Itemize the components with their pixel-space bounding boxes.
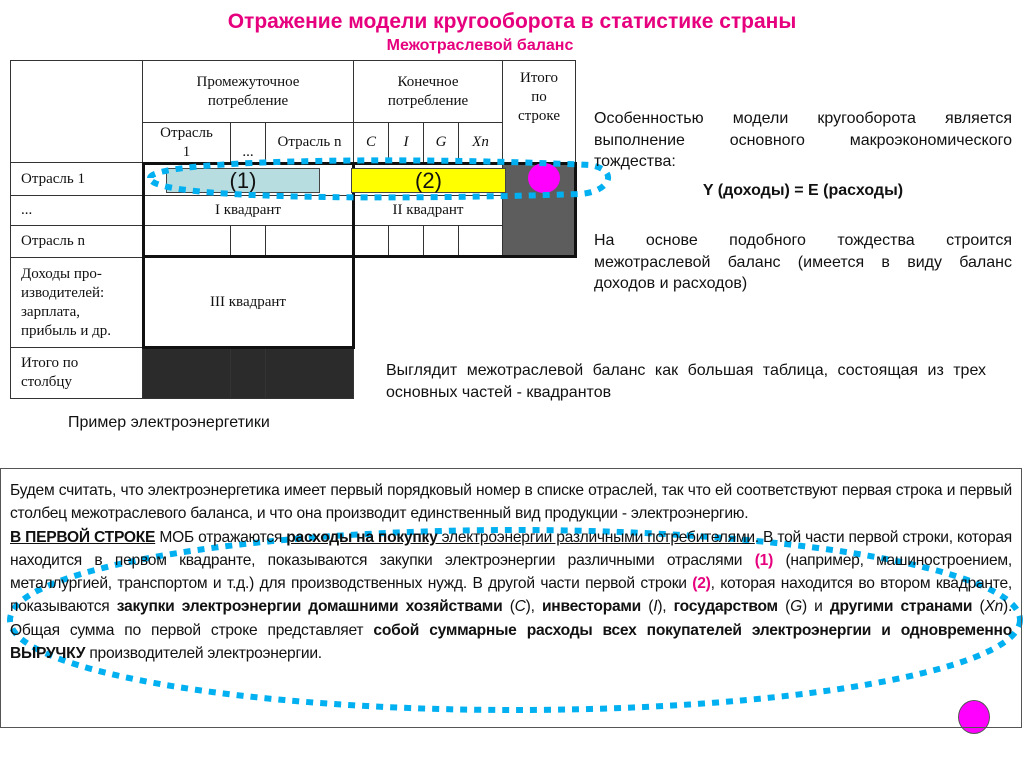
header-total-row: Итого по строке bbox=[502, 60, 576, 163]
text-segment: собой суммарные расходы всех покупателей электроэнергии и одновременно bbox=[373, 621, 1013, 639]
text-segment: государством bbox=[673, 598, 778, 616]
explanation-paragraph-1: Будем считать, что электроэнергетика имеет первый порядковый номер в списке отраслей, так что ей соответствуют первая строка и первый столбец межотраслевого баланса, и что она производит единственный вид продукции - электроэнергию. bbox=[10, 482, 1012, 523]
page-subtitle: Межотраслевой баланс bbox=[386, 37, 574, 54]
text-segment: электроэнергии различными потребителями bbox=[437, 528, 755, 546]
col-dots: ... bbox=[230, 122, 266, 163]
row-branch-1: Отрасль 1 bbox=[10, 162, 143, 196]
header-final: Конечное потребление bbox=[353, 60, 503, 123]
example-caption: Пример электроэнергетики bbox=[68, 414, 270, 431]
row-income: Доходы про-изводителей: зарплата, прибыль и др. bbox=[10, 257, 143, 348]
highlight-1: (1) bbox=[166, 168, 320, 193]
row-total-col: Итого по столбцу bbox=[10, 347, 143, 399]
text-segment: производителей электроэнергии. bbox=[85, 645, 322, 663]
quadrant-2-label: II квадрант bbox=[353, 195, 503, 226]
text-segment: C bbox=[514, 598, 526, 616]
text-segment: ), bbox=[657, 598, 674, 616]
page-title: Отражение модели кругооборота в статистике страны bbox=[227, 10, 797, 33]
text-segment: (2) bbox=[692, 575, 711, 593]
text-segment: ) и bbox=[801, 598, 830, 616]
text-segment: I bbox=[653, 598, 658, 616]
col-xn: Xn bbox=[458, 122, 503, 163]
text-segment: ), bbox=[525, 598, 542, 616]
col-i: I bbox=[388, 122, 424, 163]
text-segment: МОБ отражаются bbox=[155, 528, 287, 546]
quadrant-1-label: I квадрант bbox=[142, 195, 354, 226]
text-segment: другими странами bbox=[829, 598, 973, 616]
text-segment: ( bbox=[641, 598, 654, 616]
text-segment: инвесторами bbox=[541, 598, 642, 616]
col-c: C bbox=[353, 122, 389, 163]
text-segment: закупки электроэнергии домашними хозяйствами bbox=[116, 598, 503, 616]
dotted-ellipse-row1 bbox=[150, 160, 608, 197]
text-segment: , которая находится во втором квадранте, показываются bbox=[10, 575, 1013, 616]
side-paragraph-3: Выглядит межотраслевой баланс как большая таблица, состоящая из трех основных частей - квадрантов bbox=[386, 362, 986, 401]
col-branch-1: Отрасль 1 bbox=[142, 122, 231, 163]
col-branch-n: Отрасль n bbox=[265, 122, 354, 163]
highlight-2: (2) bbox=[351, 168, 506, 193]
text-segment: (например, машиностроением, металлургией, транспортом и т.д.) для производственных нужд. В другой части первой строки bbox=[10, 551, 1012, 593]
header-intermediate: Промежуточное потребление bbox=[142, 60, 354, 123]
text-segment: ( bbox=[502, 598, 515, 616]
text-segment: ). Общая сумма по первой строке представляет bbox=[10, 598, 1013, 639]
text-segment: В ПЕРВОЙ СТРОКЕ bbox=[10, 528, 156, 546]
col-g: G bbox=[423, 122, 459, 163]
text-segment: . В той части первой строки, которая находится в первом квадранте, показываются закупки электроэнергии различными отраслями bbox=[10, 528, 1012, 569]
text-segment: G bbox=[790, 598, 802, 616]
quadrant-3-label: III квадрант bbox=[142, 257, 354, 348]
text-segment: Xn bbox=[984, 598, 1004, 616]
side-paragraph-2: На основе подобного тождества строится межотраслевой баланс (имеется в виду баланс доходов и расходов) bbox=[594, 232, 1012, 292]
text-segment: расходы на покупку bbox=[286, 528, 438, 546]
side-paragraph-1: Особенностью модели кругооборота является выполнение основного макроэкономического тождества: bbox=[594, 110, 1012, 170]
text-segment: ВЫРУЧКУ bbox=[10, 645, 86, 663]
identity: Y (доходы) = E (расходы) bbox=[702, 182, 904, 199]
text-segment: ( bbox=[777, 598, 791, 616]
row-dots: ... bbox=[10, 195, 143, 226]
explanation-box bbox=[0, 468, 1022, 728]
text-segment: ( bbox=[972, 598, 985, 616]
explanation-paragraph-2 bbox=[10, 526, 1012, 666]
text-segment: (1) bbox=[754, 551, 774, 569]
row-branch-n: Отрасль n bbox=[10, 225, 143, 258]
